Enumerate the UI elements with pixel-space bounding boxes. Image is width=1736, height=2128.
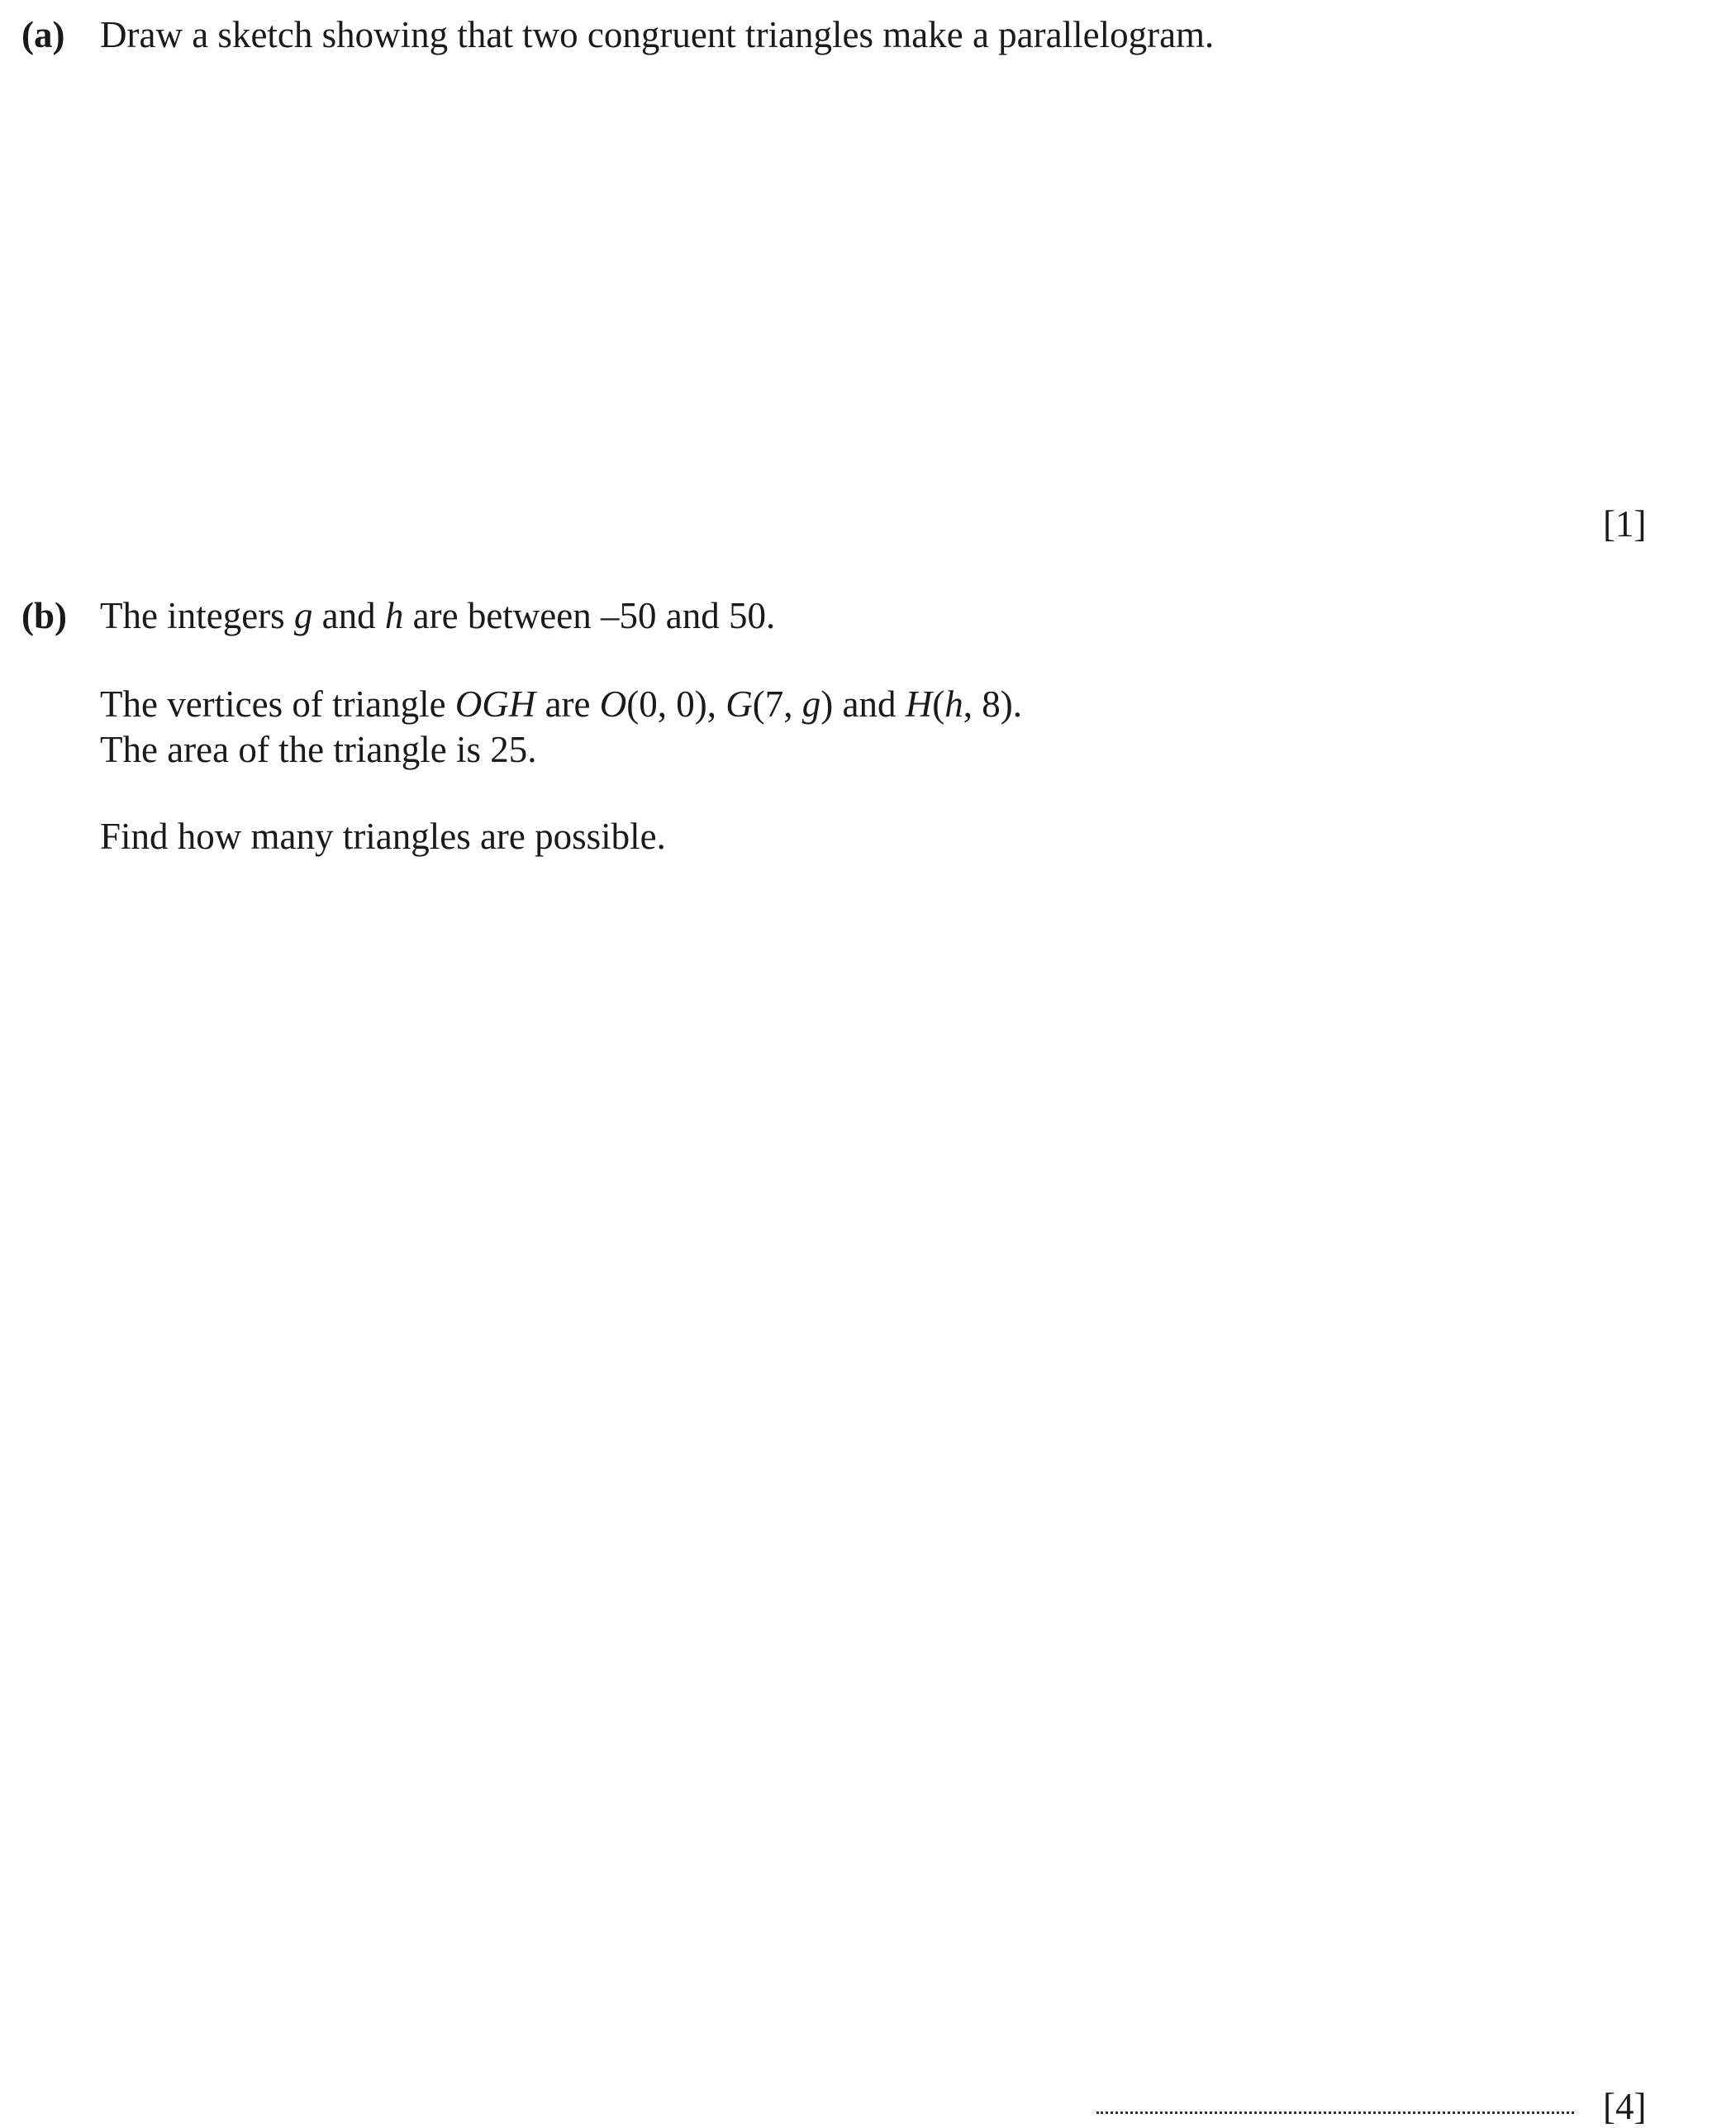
variable-H: H bbox=[905, 683, 933, 725]
variable-o: O bbox=[599, 683, 627, 725]
text: are bbox=[535, 683, 600, 725]
part-a-label: (a) bbox=[21, 14, 65, 55]
part-a-question: Draw a sketch showing that two congruent triangles make a parallelogram. bbox=[100, 14, 1215, 55]
text: (0, 0), bbox=[626, 683, 726, 725]
part-b-marks: [4] bbox=[1603, 2086, 1647, 2127]
part-b-line-vertices bbox=[100, 683, 1022, 725]
part-b-line-instruction: Find how many triangles are possible. bbox=[100, 816, 666, 857]
variable-h: h bbox=[944, 683, 963, 725]
part-b-line-area: The area of the triangle is 25. bbox=[100, 729, 537, 770]
variable-G: G bbox=[725, 683, 753, 725]
text: ) and bbox=[820, 683, 906, 725]
variable-g: g bbox=[293, 595, 313, 636]
text: , 8). bbox=[963, 683, 1022, 725]
text: The integers bbox=[100, 595, 294, 636]
variable-g: g bbox=[801, 683, 821, 725]
part-b-label: (b) bbox=[21, 595, 67, 636]
text: and bbox=[312, 595, 385, 636]
answer-line[interactable] bbox=[1096, 2111, 1574, 2114]
part-b-line-integers bbox=[100, 597, 775, 635]
text: The vertices of triangle bbox=[100, 683, 455, 725]
text: ( bbox=[932, 683, 945, 725]
variable-h: h bbox=[384, 595, 404, 636]
text: (7, bbox=[752, 683, 802, 725]
variable-ogh: OGH bbox=[454, 683, 536, 725]
text: are between –50 and 50. bbox=[403, 595, 776, 636]
part-a-marks: [1] bbox=[1603, 503, 1647, 545]
